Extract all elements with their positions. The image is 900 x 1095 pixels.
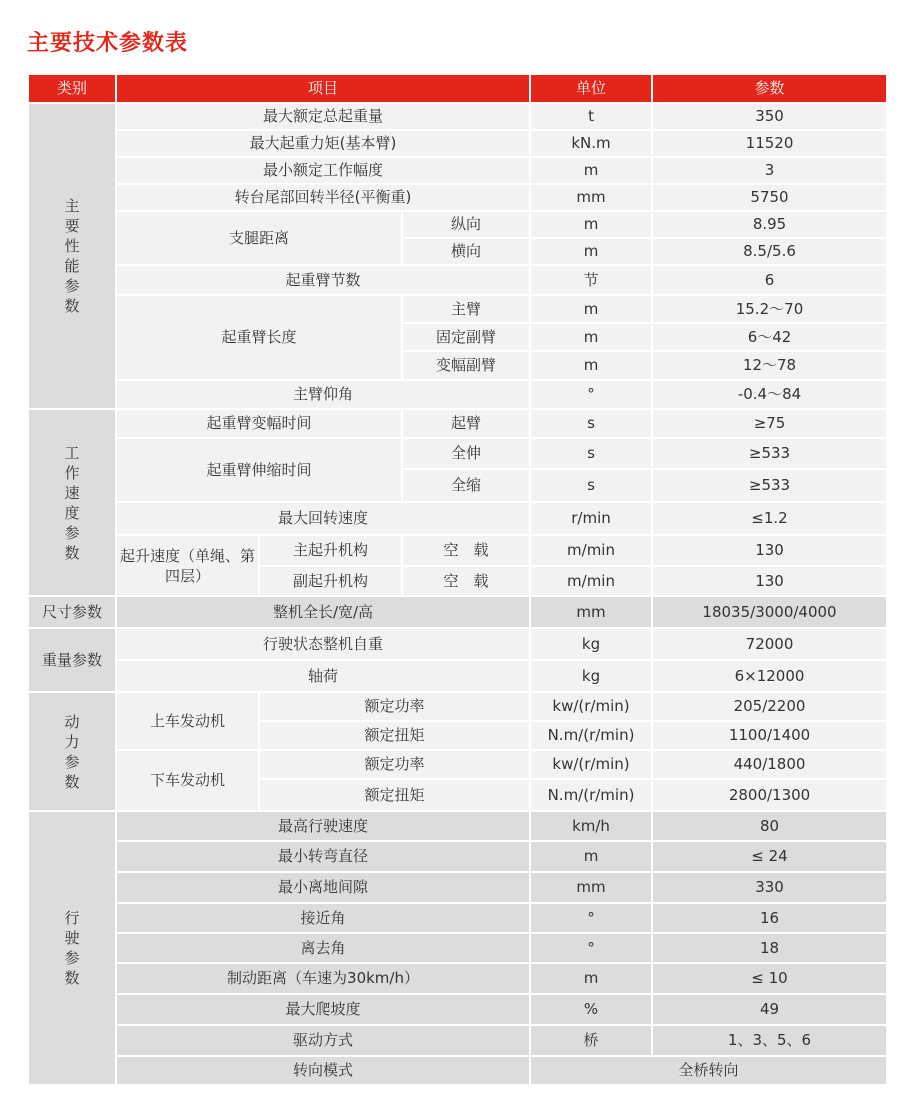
table-row (28, 811, 887, 841)
item-cell: 离去角 (116, 933, 530, 963)
item-cell: 主起升机构 (259, 535, 402, 566)
value-cell: 15.2～70 (652, 295, 887, 323)
unit-cell: mm (530, 596, 652, 628)
item-cell: 制动距离（车速为30km/h） (116, 963, 530, 994)
value-cell: 72000 (652, 628, 887, 660)
item-cell: 起重臂伸缩时间 (116, 438, 402, 502)
table-row (28, 903, 887, 933)
table-row (28, 750, 887, 779)
table-row (28, 596, 887, 628)
item-cell: 最小转弯直径 (116, 841, 530, 872)
unit-cell: m (530, 157, 652, 184)
table-row (28, 130, 887, 157)
unit-cell: mm (530, 872, 652, 903)
table-row (28, 184, 887, 211)
unit-cell: t (530, 103, 652, 130)
table-row (28, 265, 887, 295)
item-cell: 最大起重力矩(基本臂) (116, 130, 530, 157)
item-cell: 上车发动机 (116, 692, 259, 750)
item-cell: 最大回转速度 (116, 502, 530, 535)
value-cell: 330 (652, 872, 887, 903)
unit-cell: m (530, 323, 652, 351)
value-cell: ≥533 (652, 469, 887, 502)
table-row (28, 660, 887, 692)
unit-cell: m (530, 295, 652, 323)
item-cell: 起重臂长度 (116, 295, 402, 380)
value-cell: 5750 (652, 184, 887, 211)
item-cell: 下车发动机 (116, 750, 259, 811)
value-cell: 2800/1300 (652, 779, 887, 811)
sub-item-cell: 纵向 (402, 211, 530, 238)
unit-cell: ° (530, 933, 652, 963)
category-cell-power: 动力参数 (28, 692, 116, 811)
unit-cell: mm (530, 184, 652, 211)
value-cell: ≤1.2 (652, 502, 887, 535)
value-cell: 3 (652, 157, 887, 184)
table-row (28, 409, 887, 438)
header-category: 类别 (28, 74, 116, 103)
unit-cell: km/h (530, 811, 652, 841)
header-param: 参数 (652, 74, 887, 103)
unit-cell: m (530, 841, 652, 872)
item-cell: 转台尾部回转半径(平衡重) (116, 184, 530, 211)
value-cell: ≥533 (652, 438, 887, 469)
unit-cell: m (530, 211, 652, 238)
table-row (28, 1056, 887, 1085)
item-cell: 起重臂变幅时间 (116, 409, 402, 438)
header-item: 项目 (116, 74, 530, 103)
sub-item-cell: 横向 (402, 238, 530, 265)
unit-cell: kw/(r/min) (530, 692, 652, 721)
sub-item-cell: 空 载 (402, 535, 530, 566)
value-cell: 6 (652, 265, 887, 295)
item-cell: 主臂仰角 (116, 380, 530, 409)
table-row (28, 535, 887, 566)
sub-item-cell: 全伸 (402, 438, 530, 469)
table-row (28, 963, 887, 994)
value-cell: 18035/3000/4000 (652, 596, 887, 628)
value-cell: 130 (652, 535, 887, 566)
item-cell: 最小额定工作幅度 (116, 157, 530, 184)
value-cell: 全桥转向 (530, 1056, 887, 1085)
unit-cell: m/min (530, 535, 652, 566)
value-cell: -0.4～84 (652, 380, 887, 409)
sub-item-cell: 空 载 (402, 566, 530, 596)
unit-cell: m/min (530, 566, 652, 596)
value-cell: ≥75 (652, 409, 887, 438)
value-cell: 6×12000 (652, 660, 887, 692)
unit-cell: m (530, 963, 652, 994)
table-row (28, 933, 887, 963)
value-cell: 1100/1400 (652, 721, 887, 750)
item-cell: 最小离地间隙 (116, 872, 530, 903)
value-cell: 350 (652, 103, 887, 130)
unit-cell: r/min (530, 502, 652, 535)
item-cell: 行驶状态整机自重 (116, 628, 530, 660)
unit-cell: % (530, 994, 652, 1025)
unit-cell: kw/(r/min) (530, 750, 652, 779)
value-cell: 8.5/5.6 (652, 238, 887, 265)
table-row (28, 692, 887, 721)
value-cell: ≤ 10 (652, 963, 887, 994)
item-cell: 起重臂节数 (116, 265, 530, 295)
table-row (28, 502, 887, 535)
sub-item-cell: 主臂 (402, 295, 530, 323)
value-cell: ≤ 24 (652, 841, 887, 872)
unit-cell: 节 (530, 265, 652, 295)
item-cell: 转向模式 (116, 1056, 530, 1085)
category-cell-drive: 行驶参数 (28, 811, 116, 1085)
value-cell: 11520 (652, 130, 887, 157)
unit-cell: m (530, 351, 652, 380)
table-row (28, 994, 887, 1025)
item-cell: 轴荷 (116, 660, 530, 692)
unit-cell: kg (530, 660, 652, 692)
category-cell-dim: 尺寸参数 (28, 596, 116, 628)
table-row (28, 872, 887, 903)
value-cell: 1、3、5、6 (652, 1025, 887, 1056)
value-cell: 18 (652, 933, 887, 963)
value-cell: 205/2200 (652, 692, 887, 721)
unit-cell: m (530, 238, 652, 265)
value-cell: 6～42 (652, 323, 887, 351)
item-cell: 支腿距离 (116, 211, 402, 265)
spec-table (27, 73, 888, 1086)
table-row (28, 438, 887, 469)
category-cell-weight: 重量参数 (28, 628, 116, 692)
table-row (28, 157, 887, 184)
value-cell: 80 (652, 811, 887, 841)
item-cell: 起升速度（单绳、第四层） (116, 535, 259, 596)
category-cell-speed: 工作速度参数 (28, 409, 116, 596)
header-unit: 单位 (530, 74, 652, 103)
value-cell: 49 (652, 994, 887, 1025)
value-cell: 130 (652, 566, 887, 596)
table-row (28, 380, 887, 409)
value-cell: 440/1800 (652, 750, 887, 779)
sub-item-cell: 起臂 (402, 409, 530, 438)
table-row (28, 1025, 887, 1056)
table-header-row (28, 74, 887, 103)
item-cell: 接近角 (116, 903, 530, 933)
unit-cell: s (530, 469, 652, 502)
sub-item-cell: 固定副臂 (402, 323, 530, 351)
unit-cell: ° (530, 903, 652, 933)
table-row (28, 103, 887, 130)
unit-cell: kg (530, 628, 652, 660)
item-cell: 整机全长/宽/高 (116, 596, 530, 628)
value-cell: 8.95 (652, 211, 887, 238)
item-cell: 副起升机构 (259, 566, 402, 596)
unit-cell: s (530, 438, 652, 469)
table-row (28, 841, 887, 872)
table-row (28, 211, 887, 238)
unit-cell: N.m/(r/min) (530, 779, 652, 811)
sub-item-cell: 额定功率 (259, 692, 530, 721)
value-cell: 12～78 (652, 351, 887, 380)
sub-item-cell: 变幅副臂 (402, 351, 530, 380)
sub-item-cell: 额定扭矩 (259, 721, 530, 750)
unit-cell: ° (530, 380, 652, 409)
page-title: 主要技术参数表 (27, 31, 189, 56)
item-cell: 最大额定总起重量 (116, 103, 530, 130)
unit-cell: s (530, 409, 652, 438)
category-cell-perf: 主要性能参数 (28, 103, 116, 409)
unit-cell: 桥 (530, 1025, 652, 1056)
unit-cell: kN.m (530, 130, 652, 157)
table-row (28, 628, 887, 660)
unit-cell: N.m/(r/min) (530, 721, 652, 750)
value-cell: 16 (652, 903, 887, 933)
item-cell: 驱动方式 (116, 1025, 530, 1056)
item-cell: 最高行驶速度 (116, 811, 530, 841)
sub-item-cell: 额定功率 (259, 750, 530, 779)
sub-item-cell: 额定扭矩 (259, 779, 530, 811)
item-cell: 最大爬坡度 (116, 994, 530, 1025)
sub-item-cell: 全缩 (402, 469, 530, 502)
table-row (28, 295, 887, 323)
